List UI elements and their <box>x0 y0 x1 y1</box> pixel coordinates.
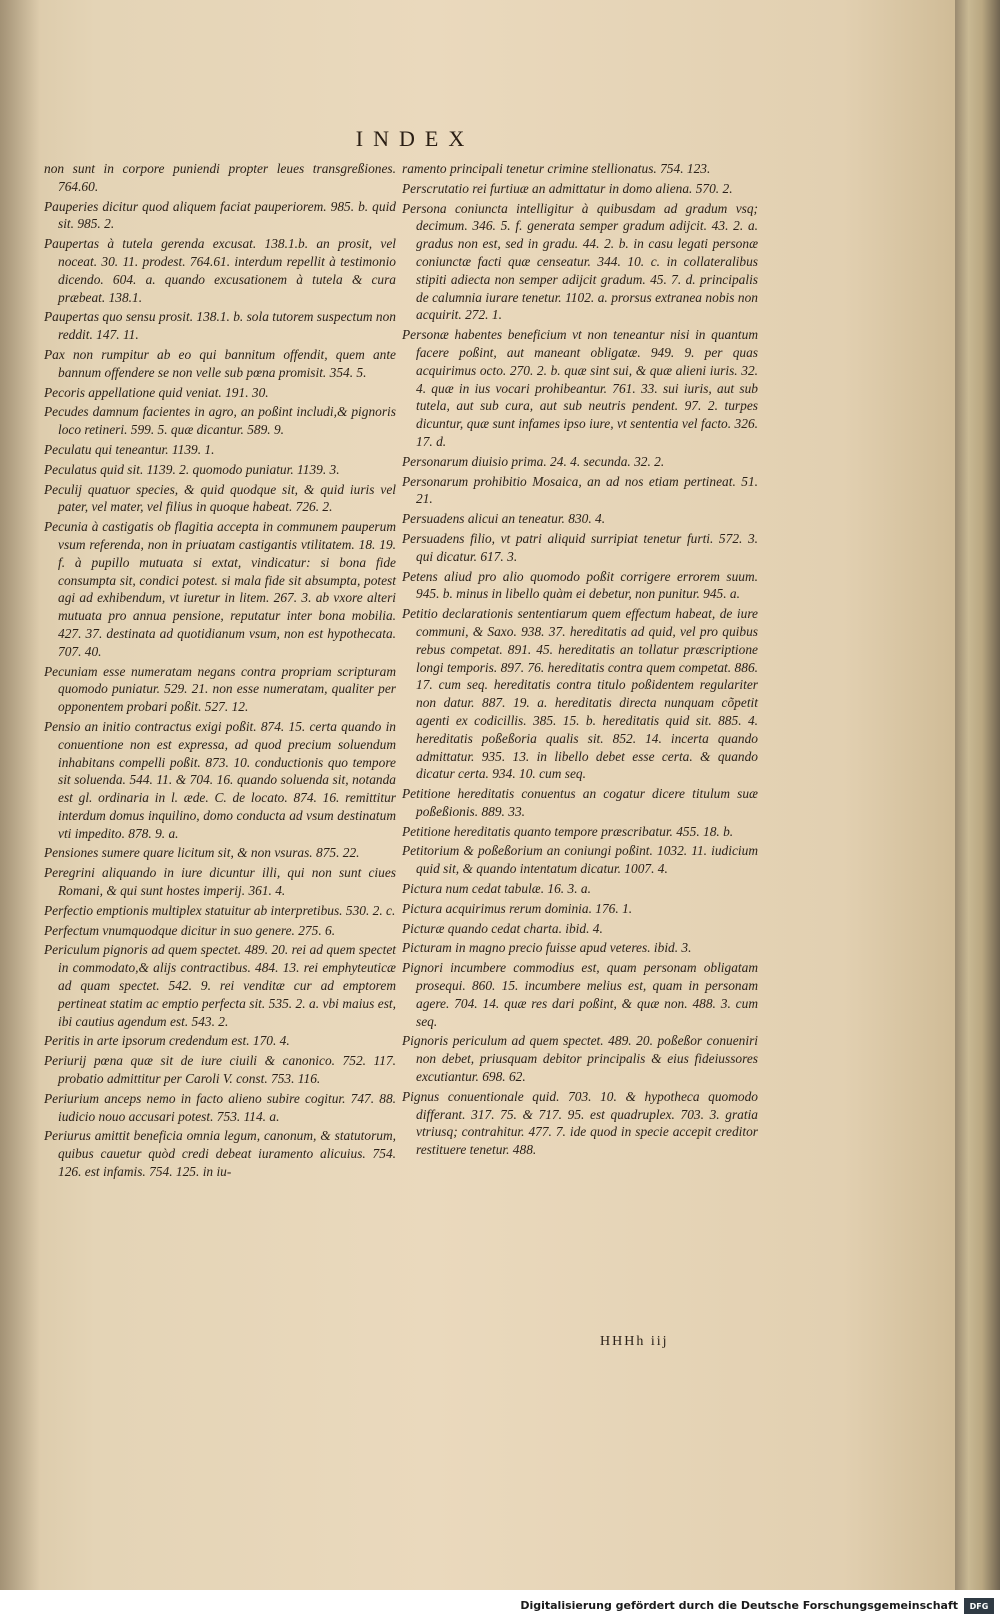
index-entry: Pax non rumpitur ab eo qui bannitum offendit, quem ante bannum offendere se non velle sub pœna promisit. 354. 5. <box>44 346 396 380</box>
index-entry: ramento principali tenetur crimine stellionatus. 754. 123. <box>402 161 711 176</box>
index-entry: Periurium anceps nemo in facto alieno subire cogitur. 747. 88. iudicio nouo accusari potest. 753. 114. a. <box>44 1090 396 1124</box>
index-entry: Pignori incumbere commodius est, quam personam obligatam prosequi. 860. 15. incumbere melius est, quam in personam agere. 704. 14. quæ res dari poßint, & quæ non. 488. 3. cum seq. <box>402 960 758 1029</box>
index-entry: Petens aliud pro alio quomodo poßit corrigere errorem suum. 945. b. minus in libello quàm ei debetur, non punitur. 945. a. <box>402 568 758 602</box>
index-entry: Perfectio emptionis multiplex statuitur ab interpretibus. 530. 2. c. <box>44 902 396 918</box>
index-entry: Persuadens filio, vt patri aliquid surripiat tenetur furti. 572. 3. qui dicatur. 617. 3. <box>402 530 758 564</box>
index-entry: Peculij quatuor species, & quid quodque sit, & quid iuris vel pater, vel mater, vel filius in quoque habeat. 726. 2. <box>44 481 396 515</box>
index-entry: non sunt in corpore puniendi propter leues transgreßiones. 764.60. <box>44 161 396 194</box>
index-entry: Petitorium & poßeßorium an coniungi poßint. 1032. 11. iudicium quid sit, & quando intentatum dicatur. 1007. 4. <box>402 843 758 877</box>
right-column <box>402 160 758 1161</box>
index-entry: Pecunia à castigatis ob flagitia accepta in communem pauperum vsum referenda, non in priuatam castigantis vtilitatem. 18. 19. f. à pupillo mutuata si extat, vindicatur: si bona fide consumpta sit, condici potest. si mala fide sit absumpta, potest agi ad exhibendum, vt iuretur in litem. 267. 3. ab vxore alteri mutuata pro annua pensione, reputatur inter bona mobilia. 427. 37. destinata ad quotidianum vsum, non est hypothecata. 707. 40. <box>44 519 396 659</box>
index-entry: Personæ habentes beneficium vt non teneantur nisi in quantum facere poßint, aut maneant obligatæ. 949. 9. per quas acquirimus octo. 270. 2. b. quæ sint sui, & quæ alieni iuris. 32. 4. quæ in ius vocari prohibeantur. 761. 33. sui iuris, aut sub tutela, aut sub cura, aut sub neutris pendent. 97. 2. turpes dicuntur, quæ sunt infames ipso iure, vt sententia vel facto. 326. 17. d. <box>402 327 758 449</box>
page-edge <box>955 0 1000 1590</box>
index-entry: Peritis in arte ipsorum credendum est. 170. 4. <box>44 1033 290 1049</box>
footer-bar <box>0 1590 1000 1622</box>
index-entry: Persona coniuncta intelligitur à quibusdam ad gradum vsq; decimum. 346. 5. f. generata semper gradum adijcit. 43. 2. a. gradus non est, sed in gradu. 44. 2. b. in casu legati personæ coniunctæ facti quæ censeatur. 344. 10. c. in collateralibus stipiti adiecta non semper adijcit gradum. 45. 7. d. principalis de calumnia iurare tenetur. 1102. a. prorsus extranea nobis non acquirit. 272. 1. <box>402 200 758 323</box>
index-entry: Paupertas à tutela gerenda excusat. 138.1.b. an prosit, vel noceat. 30. 11. prodest. 764.61. interdum repellit à testimonio dicendo. 604. a. quando excusationem à tutela & cura præbeat. 138.1. <box>44 236 396 305</box>
index-entry: Personarum diuisio prima. 24. 4. secunda. 32. 2. <box>402 453 665 469</box>
left-column <box>44 160 396 1183</box>
index-entry: Peregrini aliquando in iure dicuntur illi, qui non sunt ciues Romani, & qui sunt hostes imperij. 361. 4. <box>44 865 396 899</box>
index-entry: Pecoris appellatione quid veniat. 191. 30. <box>44 384 269 400</box>
index-entry: Pignoris periculum ad quem spectet. 489. 20. poßeßor conueniri non debet, priusquam debitor principalis & eius fideiussores excutiantur. 698. 62. <box>402 1033 758 1085</box>
index-entry: Persuadens alicui an teneatur. 830. 4. <box>402 511 606 527</box>
page-header: INDEX <box>355 126 475 151</box>
index-entry: Picturæ quando cedat charta. ibid. 4. <box>402 920 603 936</box>
index-entry: Perscrutatio rei furtiuæ an admittatur in domo aliena. 570. 2. <box>402 180 733 196</box>
index-entry: Petitio declarationis sententiarum quem effectum habeat, de iure communi, & Saxo. 938. 37. hereditatis ad quid, vel pro quibus rebus competat. 891. 45. hereditatis an tollatur præscriptione longi temporis. 897. 76. hereditatis contra quem competat. 886. 17. cum seq. hereditatis contra titulo poßidentem regulariter non datur. 887. 19. a. hereditatis directa nunquam cõpetit agenti ex codicillis. 385. 15. b. hereditatis quid sit. 885. 4. hereditatis poßeßoria qualis sit. 852. 14. incerta quando admittatur. 935. 13. in libello debet esse certa. & quando dicatur certa. 934. 10. cum seq. <box>402 606 758 782</box>
index-entry: Peculatu qui teneantur. 1139. 1. <box>44 441 215 457</box>
footer-text: Digitalisierung gefördert durch die Deutsche Forschungsgemeinschaft <box>520 1599 958 1612</box>
index-entry: Periurij pœna quæ sit de iure ciuili & canonico. 752. 117. probatio admittitur per Caroli V. const. 753. 116. <box>44 1053 396 1087</box>
index-entry: Petitione hereditatis conuentus an cogatur dicere titulum suæ poßeßionis. 889. 33. <box>402 786 758 819</box>
index-entry: Personarum prohibitio Mosaica, an ad nos etiam pertineat. 51. 21. <box>402 473 758 507</box>
index-entry: Periurus amittit beneficia omnia legum, canonum, & statutorum, quibus cauetur quòd credi debeat iuramento alicuius. 754. 126. est infamis. 754. 125. in iu- <box>44 1128 396 1180</box>
dfg-logo: DFG <box>964 1598 994 1614</box>
signature-mark: HHHh iij <box>600 1334 669 1349</box>
index-entry: Pictura acquirimus rerum dominia. 176. 1. <box>402 900 633 916</box>
index-entry: Picturam in magno precio fuisse apud veteres. ibid. 3. <box>402 940 692 956</box>
index-entry: Pecuniam esse numeratam negans contra propriam scripturam quomodo puniatur. 529. 21. non esse numeratam, qualiter per opponentem probari poßit. 527. 12. <box>44 663 396 715</box>
index-entry: Paupertas quo sensu prosit. 138.1. b. sola tutorem suspectum non reddit. 147. 11. <box>44 309 396 343</box>
index-entry: Periculum pignoris ad quem spectet. 489. 20. rei ad quem spectet in commodato,& alijs contractibus. 484. 13. rei emphyteuticæ ad quam spectet. 542. 9. rei venditæ cur ad emptorem pertineat statim ac emptio perfecta sit. 535. 2. a. vbi maius est, ibi cautius agendum est. 543. 2. <box>44 942 396 1029</box>
index-entry: Pensiones sumere quare licitum sit, & non vsuras. 875. 22. <box>44 845 360 861</box>
index-entry: Pignus conuentionale quid. 703. 10. & hypotheca quomodo differant. 317. 75. & 717. 95. est quadruplex. 703. 3. gratia vtriusq; contrahitur. 477. 7. ide quod in specie accepit creditor restituere tenetur. 488. <box>402 1088 758 1158</box>
index-entry: Pictura num cedat tabulæ. 16. 3. a. <box>402 881 591 897</box>
index-entry: Peculatus quid sit. 1139. 2. quomodo puniatur. 1139. 3. <box>44 461 340 477</box>
index-entry: Pecudes damnum facientes in agro, an poßint includi,& pignoris loco retineri. 599. 5. quæ dicantur. 589. 9. <box>44 404 396 438</box>
gutter-shadow <box>0 0 40 1590</box>
index-entry: Perfectum vnumquodque dicitur in suo genere. 275. 6. <box>44 922 336 938</box>
index-entry: Petitione hereditatis quanto tempore præscribatur. 455. 18. b. <box>402 823 734 839</box>
index-entry: Pauperies dicitur quod aliquem faciat pauperiorem. 985. b. quid sit. 985. 2. <box>44 198 396 232</box>
index-entry: Pensio an initio contractus exigi poßit. 874. 15. certa quando in conuentione non est expressa, ad quod precium soluendum inhabitans compelli poßit. 873. 10. conductionis quo tempore sit soluenda. 544. 11. & 704. 16. quando soluenda sit, notanda est gl. ordinaria in l. æde. C. de locato. 874. 16. remittitur interdum domus inquilino, domo conducta ad vsum destinatum vti impedito. 878. 9. a. <box>44 718 396 841</box>
